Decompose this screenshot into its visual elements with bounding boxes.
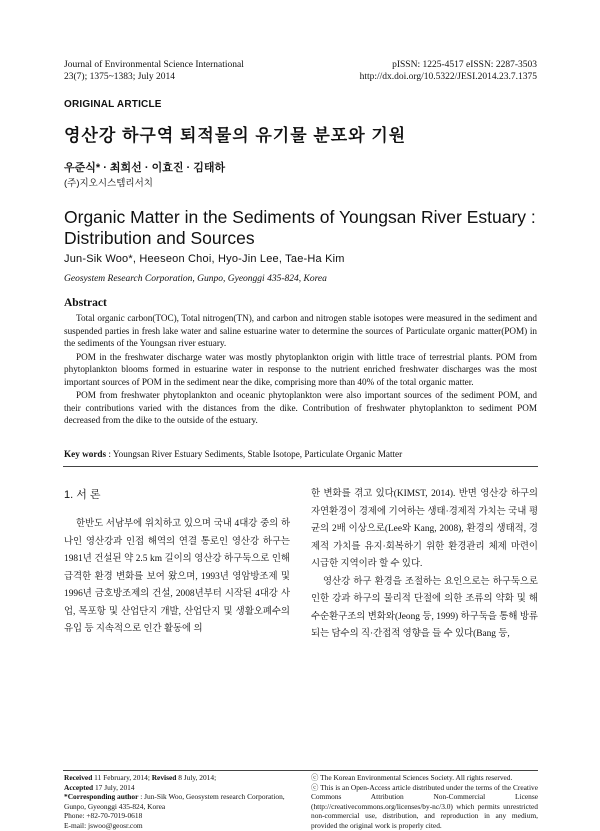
abstract-body [64, 312, 537, 428]
divider [63, 466, 538, 467]
keywords-label: Key words [64, 449, 107, 459]
author-address: Gunpo, Gyeonggi 435-824, Korea [64, 801, 166, 811]
license-text: ⓒ This is an Open-Access article distributed under the terms of the Creative Commons Attribution Non-Commercial License (http://creativecommons.org/licenses/by-nc/3.0) which permits unrestricted non-commercial use, distribution, and reproduction in any medium, provided the original work is properly cited. [311, 782, 538, 830]
footer-divider [63, 770, 538, 771]
copyright-line: ⓒ The Korean Environmental Sciences Society. All rights reserved. [311, 773, 513, 782]
body-paragraph: 한반도 서남부에 위치하고 있으며 국내 4대강 중의 하나인 영산강과 인접 해역의 연결 통로인 영산강 하구는 1981년 건설된 약 2.5 km 길이의 영산강 하구둑으로 인해 급격한 환경 변화를 보여 왔으며, 1993년 영암방조제 및 1996년 금호방조제의 건설, 2008년부터 시작된 4대강 사업, 목포항 및 산업단지 개발, 산업단지 및 생활오폐수의 유입 등 지속적으로 인간 활동에 의 [64, 519, 290, 634]
keywords [64, 449, 537, 459]
keywords-text: : Youngsan River Estuary Sediments, Stable Isotope, Particulate Organic Matter [106, 449, 403, 459]
abstract-heading: Abstract [64, 297, 107, 309]
abstract-paragraph: POM in the freshwater discharge water was mostly phytoplankton origin with little trace of terrestrial plants. POM from phytoplankton blooms formed in estuarine water in response to the nutrient enriched freshwater discharges was the most important sources of POM in the sediment near the dike, comprising more than 40% of the total organic matter. [64, 351, 537, 387]
author-phone: Phone: +82-70-7019-0618 [64, 811, 143, 821]
received-date: 11 February, 2014; [92, 773, 152, 782]
section-heading: 1. 서 론 [64, 489, 101, 501]
body-paragraph-continued: 한 변화를 겪고 있다(KIMST, 2014). 반면 영산강 하구의 자연환경이 경제에 기여하는 생태·경제적 가치는 국내 평균의 2배 이상으로(Lee와 Kang, 2008), 환경의 생태적, 경제적 가치를 유지·회복하기 위한 환경관리 체제 마련이 시급한 지역이라 할 수 있다. [311, 489, 538, 569]
korean-title: 영산강 하구역 퇴적물의 유기물 분포와 기원 [64, 126, 407, 145]
accepted-label: Accepted [64, 782, 94, 792]
accepted-line [64, 783, 304, 793]
article-type: ORIGINAL ARTICLE [64, 99, 162, 110]
abstract-paragraph: POM from freshwater phytoplankton and oceanic phytoplankton were also important sources of the sediment POM, and their contributions varied with the distances from the dike. Contribution of freshwater phytoplankton to sediment POM decreased from the dike to the outside of the estuary. [64, 390, 537, 425]
issn-header [360, 59, 537, 83]
english-authors: Jun-Sik Woo*, Heeseon Choi, Hyo-Jin Lee, Tae-Ha Kim [64, 253, 345, 265]
received-label: Received [64, 773, 93, 782]
journal-name: Journal of Environmental Science International [64, 60, 244, 70]
journal-header [64, 59, 244, 83]
english-affiliation: Geosystem Research Corporation, Gunpo, Gyeonggi 435-824, Korea [64, 274, 327, 284]
received-revised-line [64, 773, 304, 783]
body-paragraph: 영산강 하구 환경을 조절하는 요인으로는 하구둑으로 인한 강과 하구의 물리적 단절에 의한 조류의 약화 및 해수순환구조의 변화와(Jeong 등, 1999) 하구둑을 통해 방류되는 담수의 직·간접적 영향을 들 수 있다(Bang 등, [311, 576, 538, 639]
license-notice [311, 773, 538, 831]
corresponding-author-label: *Corresponding author [64, 792, 139, 802]
body-column-right [311, 486, 538, 644]
corresponding-author-line [64, 792, 304, 802]
revised-date: 8 July, 2014; [176, 773, 217, 782]
doi-link[interactable]: http://dx.doi.org/10.5322/JESI.2014.23.7.1375 [359, 72, 537, 82]
revised-label: Revised [151, 773, 177, 782]
article-dates-and-author [64, 773, 304, 831]
author-email[interactable]: E-mail: jswoo@geosr.com [64, 820, 143, 830]
issn-line: pISSN: 1225-4517 eISSN: 2287-3503 [392, 60, 537, 70]
abstract-paragraph: Total organic carbon(TOC), Total nitrogen(TN), and carbon and nitrogen stable isotopes were measured in the sediment and suspended parties in fresh lake water and saline estuarine water to determine the sources of Particulate organic matter(POM) in the sediments of the Youngsan river estuary. [64, 313, 537, 348]
korean-authors: 우준식* · 최희선 · 이효진 · 김태하 [64, 162, 226, 174]
corresponding-author: : Jun-Sik Woo, Geosystem research Corporation, [138, 792, 285, 802]
english-title: Organic Matter in the Sediments of Youngsan River Estuary : Distribution and Sources [64, 207, 536, 248]
korean-affiliation: (주)지오시스템리서치 [64, 178, 153, 189]
journal-volume: 23(7); 1375~1383; July 2014 [64, 72, 175, 82]
body-column-left [64, 486, 290, 639]
accepted-date: 17 July, 2014 [93, 782, 135, 792]
